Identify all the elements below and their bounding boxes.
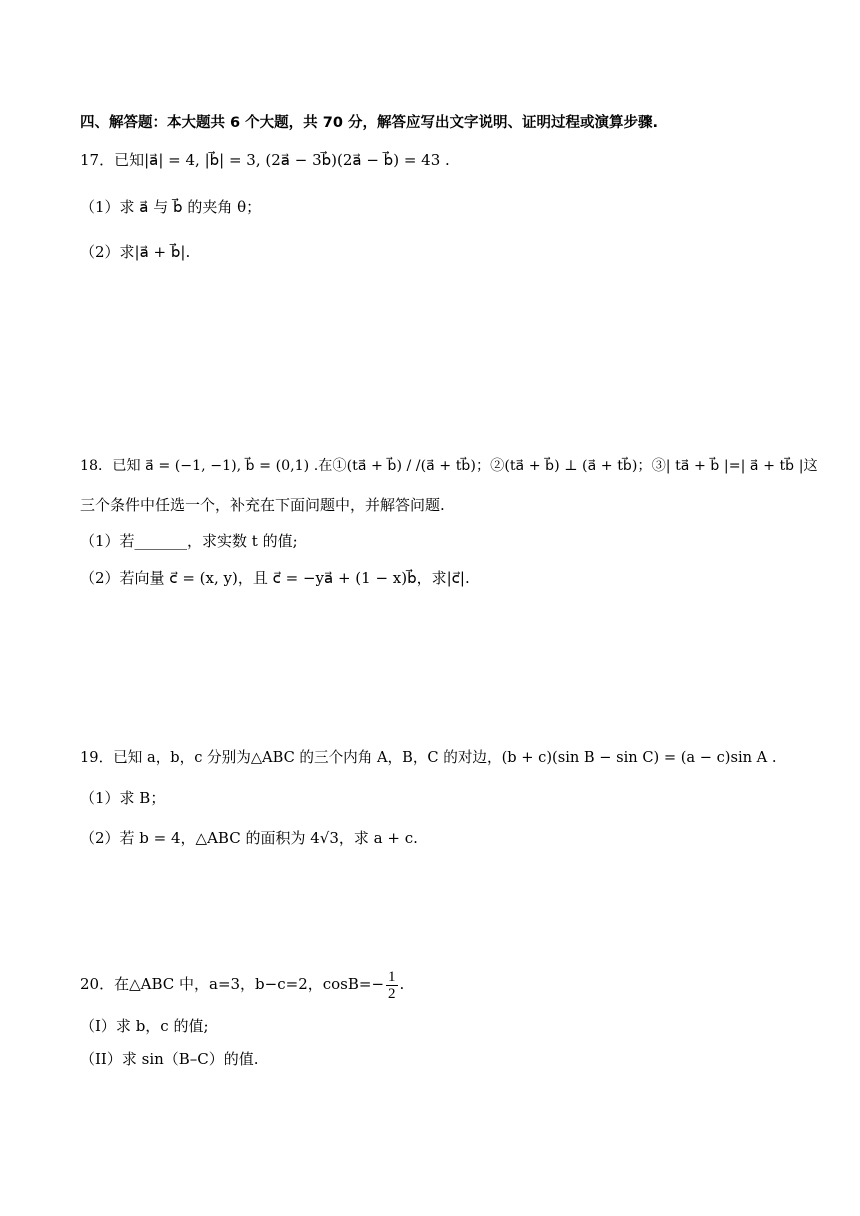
q20-stem	[80, 967, 404, 1002]
q17-stem: 17．已知|a⃗| = 4, |b⃗| = 3, (2a⃗ − 3b⃗)(2a⃗ − b⃗) = 43 .	[80, 151, 450, 169]
q18-part2: （2）若向量 c⃗ = (x, y)，且 c⃗ = −ya⃗ + (1 − x)b⃗，求|c⃗|.	[80, 569, 470, 587]
q18-part1: （1）若_______，求实数 t 的值;	[80, 532, 298, 550]
q18-stem-line1: 18．已知 a⃗ = (−1, −1), b⃗ = (0,1) .在①(ta⃗ + b⃗) / /(a⃗ + tb⃗)；②(ta⃗ + b⃗) ⊥ (a⃗ + tb⃗)；③| ta⃗ + b⃗ |=| a⃗ + tb⃗ |这	[80, 458, 818, 474]
q19-stem: 19．已知 a，b，c 分别为△ABC 的三个内角 A，B，C 的对边，(b + c)(sin B − sin C) = (a − c)sin A .	[80, 749, 777, 766]
q20-fraction-denominator: 2	[388, 985, 396, 1002]
q19-part1: （1）求 B；	[80, 789, 166, 807]
q20-part1: （I）求 b，c 的值;	[80, 1017, 209, 1035]
q20-stem-prefix: 20．在△ABC 中，a=3，b−c=2，cosB=−	[80, 975, 385, 993]
q18-stem-line2: 三个条件中任选一个，补充在下面问题中，并解答问题.	[80, 496, 445, 514]
q17-part1: （1）求 a⃗ 与 b⃗ 的夹角 θ；	[80, 198, 262, 216]
q20-part2: （II）求 sin（B–C）的值.	[80, 1050, 259, 1068]
q17-part2: （2）求|a⃗ + b⃗|.	[80, 243, 191, 261]
q20-stem-suffix: .	[399, 975, 405, 993]
q20-fraction-numerator: 1	[388, 968, 396, 985]
q19-part2: （2）若 b = 4，△ABC 的面积为 4√3，求 a + c.	[80, 829, 418, 847]
q20-fraction	[386, 969, 398, 1002]
section-heading: 四、解答题：本大题共 6 个大题，共 70 分，解答应写出文字说明、证明过程或演算步骤.	[80, 115, 658, 131]
